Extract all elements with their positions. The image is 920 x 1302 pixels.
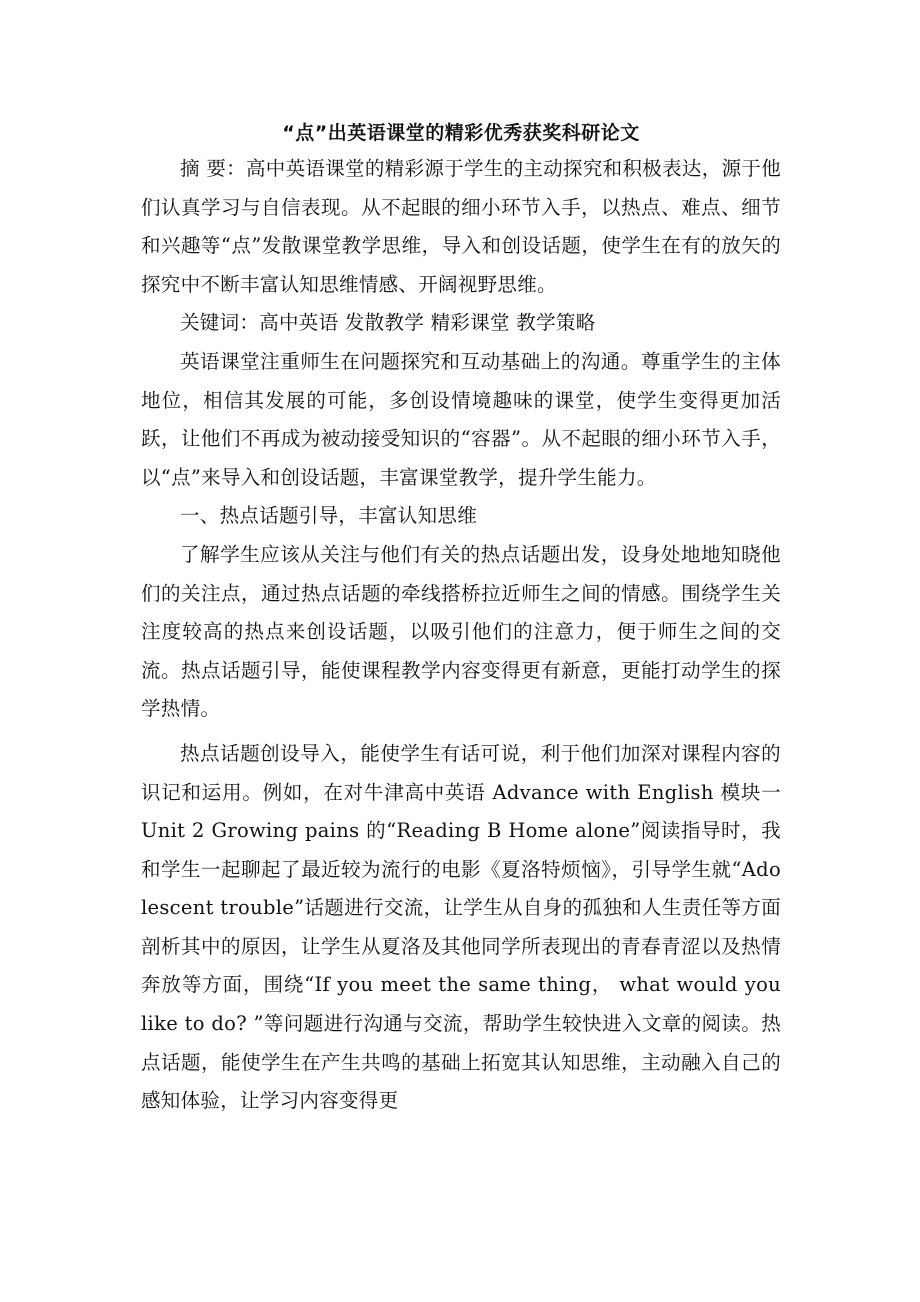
keywords-line: 关键词：高中英语 发散教学 精彩课堂 教学策略 <box>180 311 596 335</box>
document-title: “点”出英语课堂的精彩优秀获奖科研论文 <box>282 122 640 144</box>
intro-paragraph: 英语课堂注重师生在问题探究和互动基础上的沟通。尊重学生的主体地位，相信其发展的可能，多创设情境趣味的课堂，使学生变得更加活跃，让他们不再成为被动接受知识的“容器”。从不起眼的细小环节入手，以“点”来导入和创设话题，丰富课堂教学，提升学生能力。 <box>141 349 781 489</box>
body-paragraph: 热点话题创设导入，能使学生有话可说，利于他们加深对课程内容的识记和运用。例如，在对牛津高中英语 Advance with English 模块一 Unit 2 Growing pains 的“Reading B Home alone”阅读指导时，我和学生一起聊起了最近较为流行的电影《夏洛特烦恼》，引导学生就“Adolescent trouble”话题进行交流，让学生从自身的孤独和人生责任等方面剖析其中的原因，让学生从夏洛及其他同学所表现出的青春青涩以及热情奔放等方面，围绕“If you meet the same thing， what would you like to do? ”等问题进行沟通与交流，帮助学生较快进入文章的阅读。热点话题，能使学生在产生共鸣的基础上拓宽其认知思维，主动融入自己的感知体验，让学习内容变得更 <box>141 741 781 1113</box>
abstract-paragraph: 摘 要：高中英语课堂的精彩源于学生的主动探究和积极表达，源于他们认真学习与自信表现。从不起眼的细小环节入手，以热点、难点、细节和兴趣等“点”发散课堂教学思维，导入和创设话题，使学生在有的放矢的探究中不断丰富认知思维情感、开阔视野思维。 <box>141 157 781 296</box>
document-page <box>141 118 781 1121</box>
section-heading: 一、热点话题引导，丰富认知思维 <box>180 504 478 528</box>
body-paragraph: 了解学生应该从关注与他们有关的热点话题出发，设身处地地知晓他们的关注点，通过热点话题的牵线搭桥拉近师生之间的情感。围绕学生关注度较高的热点来创设话题，以吸引他们的注意力，便于师生之间的交流。热点话题引导，能使课程教学内容变得更有新意，更能打动学生的探学热情。 <box>141 542 781 721</box>
